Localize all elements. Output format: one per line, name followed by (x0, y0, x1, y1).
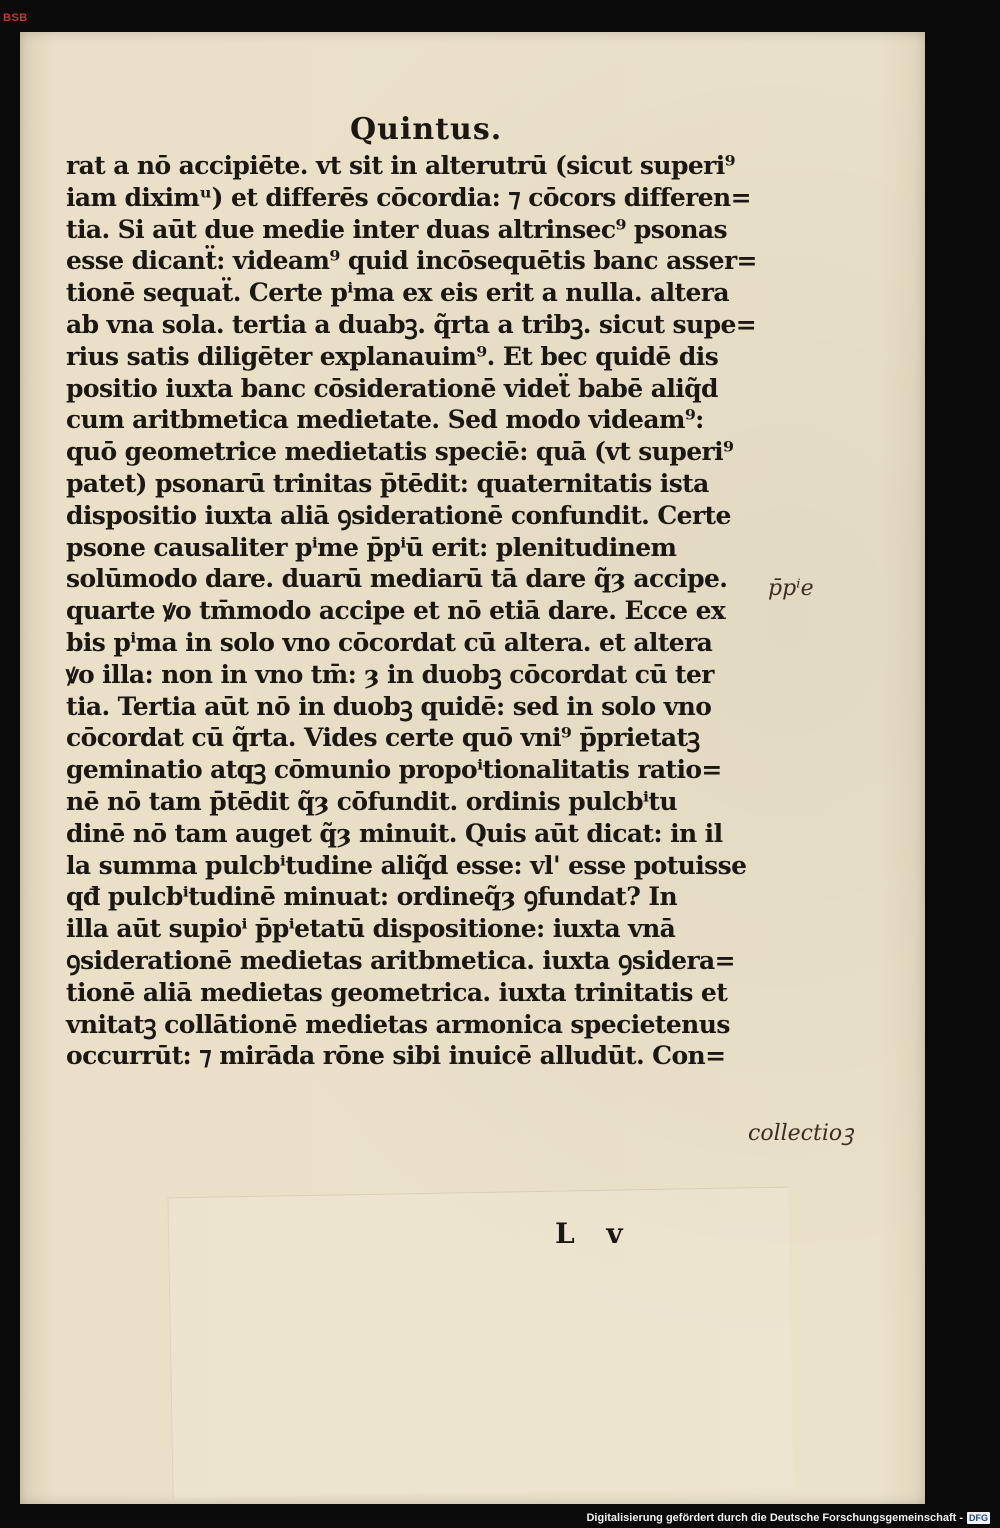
text-line: dispositio iuxta aliā ꝯsiderationē confundit. Certe (66, 500, 731, 530)
text-line: solūmodo dare. duarū mediarū tā dare q̃ȝ accipe. (66, 564, 728, 594)
text-line: cōcordat cū q̃rta. Vides certe quō vni⁹ p̄prietatꝫ (66, 723, 700, 753)
footer-credit-text: Digitalisierung gefördert durch die Deutsche Forschungsgemeinschaft - (586, 1512, 963, 1524)
dfg-logo: DFG (969, 1513, 988, 1523)
text-line: occurrūt: ⁊ mirāda rōne sibi inuicē alludūt. Con= (66, 1041, 726, 1071)
text-line: ab vna sola. tertia a duabꝫ. q̃rta a tribꝫ. sicut supe= (66, 309, 757, 339)
page-surface (20, 32, 925, 1504)
text-line: geminatio atqꝫ cōmunio propoⁱtionalitatis ratio= (66, 755, 722, 785)
text-line: tionē sequaẗ. Certe pⁱma ex eis erit a nulla. altera (66, 278, 729, 308)
footer-credit (586, 1512, 990, 1524)
text-line: iam diximᵘ) et differēs cōcordia: ⁊ cōcors differen= (66, 182, 751, 212)
text-line: tia. Si aūt due medie inter duas altrinsec⁹ psonas (66, 214, 728, 244)
text-line: esse dicanẗ: videam⁹ quid incōsequētis banc asser= (66, 246, 757, 276)
text-line: bis pⁱma in solo vno cōcordat cū altera. et altera (66, 627, 713, 657)
text-line: psone causaliter pⁱme p̄pⁱū erit: plenitudinem (66, 532, 677, 562)
book-page (20, 32, 925, 1504)
text-line: positio iuxta banc cōsiderationē videẗ babē aliq̃d (66, 373, 718, 403)
text-line: la summa pulcbⁱtudine aliq̃d esse: vl' esse potuisse (66, 850, 747, 880)
text-line: rat a nō accipiēte. vt sit in alterutrū (sicut superi⁹ (66, 151, 735, 180)
signature-mark: L v (555, 1217, 623, 1250)
running-head: Quintus. (350, 112, 503, 147)
library-mark: BSB (3, 12, 28, 24)
text-line: dinē nō tam auget q̃ȝ minuit. Quis aūt dicat: in il (66, 818, 723, 848)
text-line: rius satis diligēter explanauim⁹. Et bec quidē dis (66, 341, 719, 371)
text-line: quarte ꝟo tm̄modo accipe et nō etiā dare. Ecce ex (66, 596, 726, 626)
text-line: ꝯsiderationē medietas aritbmetica. iuxta ꝯsidera= (66, 945, 735, 975)
text-line: cum aritbmetica medietate. Sed modo videam⁹: (66, 405, 704, 435)
text-line: qđ pulcbⁱtudinē minuat: ordineq̃ȝ ꝯfundat? In (66, 882, 678, 912)
text-line: tia. Tertia aūt nō in duobꝫ quidē: sed in solo vno (66, 691, 712, 721)
paper-repair-patch (167, 1187, 793, 1499)
text-line: patet) psonarū trinitas p̄tēdit: quaternitatis ista (66, 468, 709, 498)
margin-note: p̄pⁱe (768, 576, 814, 601)
text-line: quō geometrice medietatis speciē: quā (vt superi⁹ (66, 437, 734, 467)
text-line: ꝟo illa: non in vno tm̄: ȝ in duobꝫ cōcordat cū ter (66, 659, 714, 689)
text-line: nē nō tam p̄tēdit q̃ȝ cōfundit. ordinis pulcbⁱtu (66, 786, 677, 816)
margin-note: collectioꝫ (748, 1121, 854, 1146)
text-line: illa aūt supioⁱ p̄pⁱetatū dispositione: iuxta vnā (66, 914, 676, 944)
text-line: vnitatꝫ collātionē medietas armonica specietenus (66, 1009, 730, 1039)
text-block (66, 150, 796, 1072)
text-line: tionē aliā medietas geometrica. iuxta trinitatis et (66, 977, 728, 1007)
